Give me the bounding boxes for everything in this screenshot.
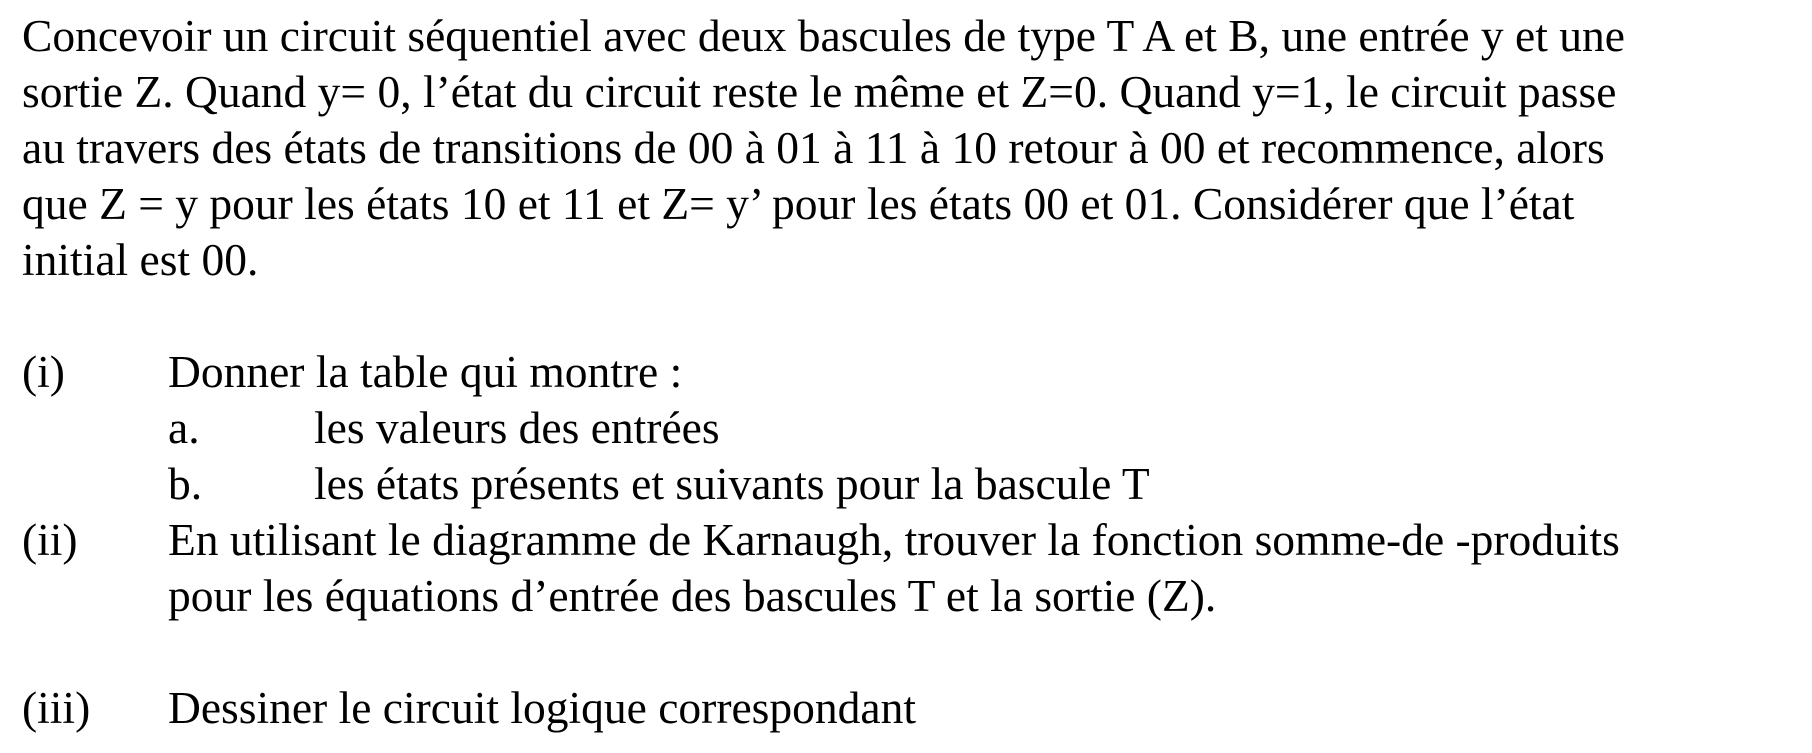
statement-line-3: au travers des états de transitions de 00 à 01 à 11 à 10 retour à 00 et recommence, alors	[22, 122, 1605, 173]
statement-line-1: Concevoir un circuit séquentiel avec deux bascules de type T A et B, une entrée y et une	[22, 10, 1625, 61]
statement-line-5: initial est 00.	[22, 234, 259, 285]
question-iii-text: Dessiner le circuit logique correspondant	[168, 682, 916, 733]
subitem-a-letter: a.	[168, 402, 200, 453]
subitem-a-text: les valeurs des entrées	[314, 402, 720, 453]
question-ii-text-line-2: pour les équations d’entrée des bascules T et la sortie (Z).	[168, 570, 1217, 621]
question-i-number: (i)	[22, 346, 65, 397]
question-iii-number: (iii)	[22, 682, 91, 733]
subitem-b-letter: b.	[168, 458, 203, 509]
subitem-b-text: les états présents et suivants pour la bascule T	[314, 458, 1150, 509]
question-i-text: Donner la table qui montre :	[168, 346, 683, 397]
statement-line-4: que Z = y pour les états 10 et 11 et Z= y’ pour les états 00 et 01. Considérer que l’état	[22, 178, 1575, 229]
question-ii-number: (ii)	[22, 514, 78, 565]
question-ii-text-line-1: En utilisant le diagramme de Karnaugh, trouver la fonction somme-de -produits	[168, 514, 1620, 565]
problem-statement	[22, 8, 1802, 288]
statement-line-2: sortie Z. Quand y= 0, l’état du circuit reste le même et Z=0. Quand y=1, le circuit passe	[22, 66, 1617, 117]
